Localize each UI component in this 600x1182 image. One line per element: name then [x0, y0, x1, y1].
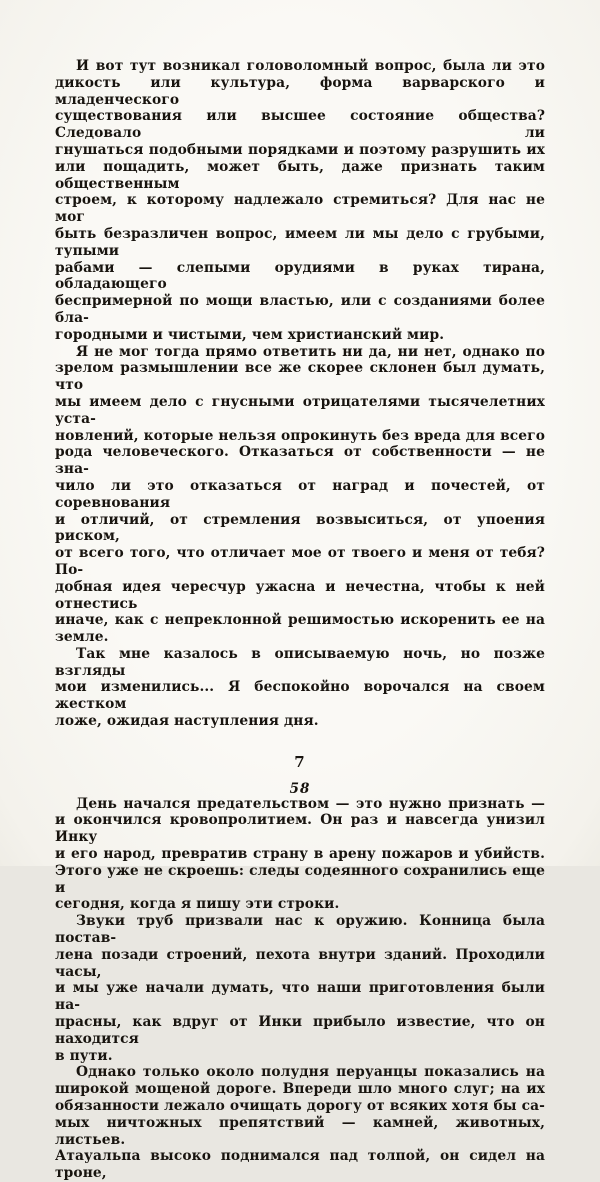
text-line: Так мне казалось в описываемую ночь, но позже взгляды [55, 645, 545, 679]
text-block-top [55, 58, 545, 730]
text-line: лена позади строений, пехота внутри зданий. Проходили часы, [55, 946, 545, 980]
text-line: И вот тут возникал головоломный вопрос, была ли это [76, 58, 545, 74]
text-line: Этого уже не скроешь: следы содеянного сохранились еще и [55, 862, 545, 896]
text-column [55, 58, 545, 1182]
text-line: Я не мог тогда прямо ответить ни да, ни нет, однако по [76, 343, 545, 360]
text-line: в пути. [55, 1047, 113, 1064]
text-line: земле. [55, 629, 109, 646]
text-line: беспримерной по мощи властью, или с созданиями более бла- [55, 293, 545, 326]
paragraph [55, 58, 545, 344]
paragraph [55, 796, 545, 914]
text-line: Атауальпа высоко поднимался пад толпой, он сидел на троне, [55, 1148, 545, 1182]
text-line: рабами — слепыми орудиями в руках тирана, обладающего [55, 259, 545, 293]
text-line: мои изменились... Я беспокойно ворочался на своем жестком [55, 679, 545, 713]
text-block-bottom [55, 796, 545, 1182]
page-number: 58 [289, 781, 311, 797]
text-line: Однако только около полудня перуанцы показались на [76, 1064, 545, 1081]
text-line: и окончился кровопролитием. Он раз и навсегда унизил Инку [55, 812, 545, 846]
text-line: и его народ, превратив страну в арену пожаров и убийств. [55, 846, 545, 863]
text-line: прасны, как вдруг от Инки прибыло известие, что он находится [55, 1014, 545, 1047]
text-line: обязанности лежало очищать дорогу от всяких хотя бы са- [55, 1098, 545, 1115]
text-line: и мы уже начали думать, что наши приготовления были на- [55, 980, 545, 1014]
text-line: зрелом размышлении все же скорее склонен был думать, что [55, 360, 545, 394]
text-line: чило ли это отказаться от наград и почестей, от соревнования [55, 477, 545, 511]
text-line: от всего того, что отличает мое от твоего и меня от тебя? По- [55, 545, 545, 578]
text-line: Звуки труб призвали нас к оружию. Конница была постав- [55, 913, 545, 947]
text-line: ложе, ожидая наступления дня. [55, 713, 319, 730]
paragraph [55, 646, 545, 730]
paragraph [55, 1064, 545, 1182]
text-line: День начался предательством — это нужно признать — [76, 795, 545, 812]
text-line: гнушаться подобными порядками и поэтому разрушить их [55, 141, 545, 158]
text-line: мы имеем дело с гнусными отрицателями тысячелетних уста- [55, 393, 545, 427]
text-line: новлений, которые нельзя опрокинуть без вреда для всего [55, 427, 545, 444]
chapter-number-heading: 7 [294, 752, 306, 771]
text-line: и отличий, от стремления возвыситься, от упоения риском, [55, 511, 545, 545]
text-line: быть безразличен вопрос, имеем ли мы дело с грубыми, тупыми [55, 225, 545, 259]
paragraph [55, 913, 545, 1064]
text-line: широкой мощеной дороге. Впереди шло много слуг; на их [55, 1081, 545, 1098]
text-line: городными и чистыми, чем христианский мир. [55, 326, 445, 343]
text-line: строем, к которому надлежало стремиться? Для нас не мог [55, 192, 545, 226]
paragraph [55, 344, 545, 646]
text-line: существования или высшее состояние общества? Следовало ли [55, 108, 545, 142]
text-line: иначе, как с непреклонной решимостью искоренить ее на [55, 612, 545, 629]
text-line: дикость или культура, форма варварского и младенческого [55, 74, 545, 108]
text-line: сегодня, когда я пишу эти строки. [55, 896, 340, 913]
text-line: добная идея чересчур ужасна и нечестна, чтобы к ней отнестись [55, 578, 545, 612]
text-line: или пощадить, может быть, даже признать таким общественным [55, 158, 545, 192]
text-line: мых ничтожных препятствий — камней, животных, листьев. [55, 1114, 545, 1148]
text-line: рода человеческого. Отказаться от собственности — не зна- [55, 444, 545, 478]
